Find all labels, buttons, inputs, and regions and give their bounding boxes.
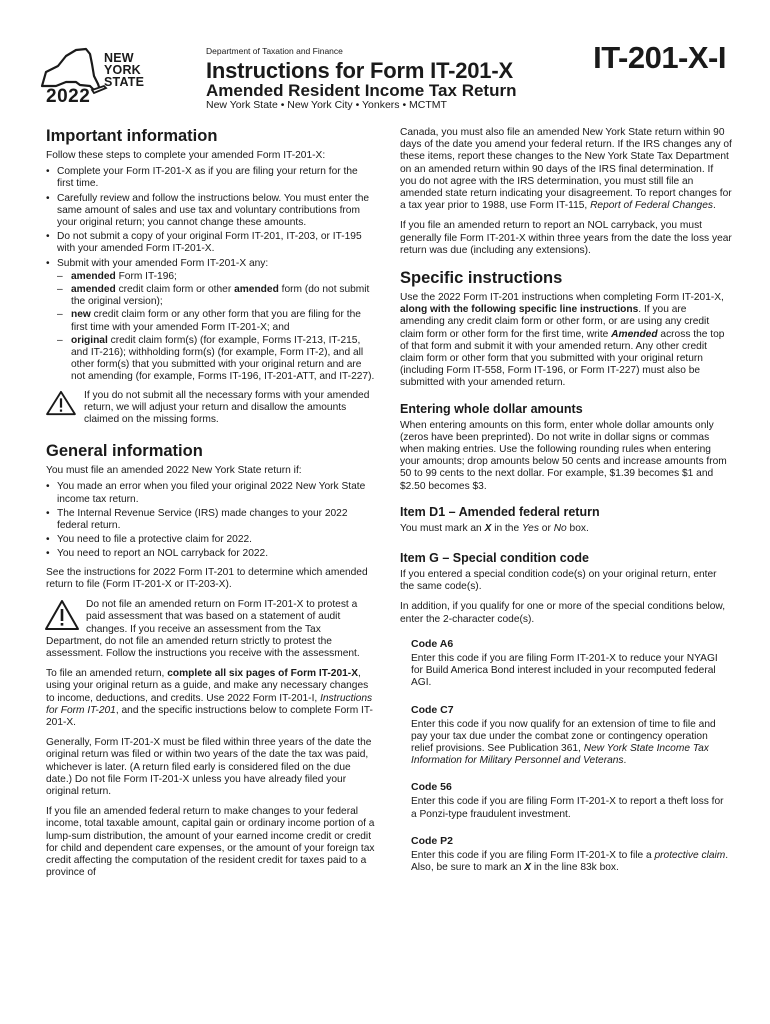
- item-d1-heading: Item D1 – Amended federal return: [400, 504, 600, 519]
- list-item: • You need to file a protective claim for 2022.: [46, 534, 376, 546]
- text-run: Enter this code if you are filing Form IT-201-X to file a: [411, 849, 655, 861]
- list-item-text: credit claim form or any other form that you are filing for the first time with your amended Form IT-201-X; and: [71, 309, 361, 333]
- emphasis: amended: [71, 284, 116, 296]
- code-description: Enter this code if you are filing Form IT-201-X to report a theft loss for a Ponzi-type fraudulent investment.: [411, 796, 724, 820]
- list-item: • Do not submit a copy of your original Form IT-201, IT-203, or IT-195 with your amended Form IT-201-X.: [46, 231, 376, 255]
- text-run: .: [623, 755, 627, 767]
- document-subtitle: Amended Resident Income Tax Return: [206, 81, 517, 100]
- emphasis: complete all six pages of Form IT-201-X: [167, 668, 358, 680]
- warning-triangle-icon: [44, 599, 80, 631]
- whole-dollar-heading: Entering whole dollar amounts: [400, 401, 583, 416]
- text-run: , using your original return as a guide, and make any necessary changes to income, deductions, and credits. Use 2022 Form IT-201-I,: [46, 668, 369, 704]
- paragraph: If you entered a special condition code(s) on your original return, enter the same code(s).: [400, 569, 717, 593]
- code-description: [411, 719, 732, 768]
- submit-forms-list: [57, 271, 376, 384]
- paragraph: When entering amounts on this form, enter whole dollar amounts only (zeros have been preprinted). Do not write in dollar signs or commas when making entries. Use the following rounding rules when entering your amounts; drop amounts below 50 cents and increase amounts from 50 to 99 cents to the next dollar. For example, $1.39 becomes $1 and $2.50 becomes $3.: [400, 419, 727, 492]
- general-intro: You must file an amended 2022 New York State return if:: [46, 465, 302, 477]
- text-run: , and the specific instructions below to complete Form IT-201-X.: [46, 704, 373, 728]
- left-column: [46, 127, 376, 887]
- paragraph: Generally, Form IT-201-X must be filed within three years of the date the original return was filed or within two years of the date the tax was paid, whichever is later. (A return filed early is considered filed on the due date.) Do not file Form IT-201-X unless you have already filed your original return.: [46, 737, 372, 797]
- paragraph: [400, 127, 732, 212]
- text-run: Enter this code if you now qualify for an extension of time to file and pay your tax due under the combat zone or contingency operation relief provisions. See Publication 361,: [411, 718, 716, 754]
- list-item: • The Internal Revenue Service (IRS) made changes to your 2022 federal return.: [46, 508, 376, 532]
- missing-forms-warning: [46, 390, 376, 427]
- paragraph: If you file an amended return to report an NOL carryback, you must generally file Form IT-201-X within three years from the date the loss year return was due (including any extensions).: [400, 220, 732, 256]
- list-item-text: form (do not submit the original version);: [71, 284, 370, 308]
- emphasis: new: [71, 309, 91, 321]
- emphasis: original: [71, 334, 108, 346]
- warning-triangle-icon: [44, 390, 78, 416]
- list-item: [46, 258, 376, 384]
- item-g-heading: Item G – Special condition code: [400, 551, 589, 566]
- list-item: • Complete your Form IT-201-X as if you are filing your return for the first time.: [46, 166, 376, 190]
- text-run: in the: [491, 522, 522, 534]
- department-name: Department of Taxation and Finance: [206, 46, 343, 56]
- publication-title: Instructions for Form IT-201: [46, 692, 373, 716]
- text-run: . Also, be sure to mark an: [411, 849, 729, 873]
- code-title: Code P2: [411, 834, 454, 847]
- important-information-heading: Important information: [46, 127, 218, 145]
- paragraph: If you file an amended federal return to make changes to your federal income, total taxable amount, capital gain or ordinary income portion of a lump-sum distribution, the amount of your earned income credit or credit for child and dependent care expenses, or the amount of your foreign tax credit affecting the computation of the resident credit for taxes paid to a province of: [46, 806, 375, 879]
- emphasis: Amended: [611, 328, 658, 340]
- jurisdictions-line: New York State • New York City • Yonkers • MCTMT: [206, 99, 447, 111]
- list-item-text: credit claim form(s) (for example, Forms IT-213, IT-215, and IT-216); withholding form(s) (for example, Form IT-2), and all other form(s) that you submitted with your original return and are not amending (for example, Forms IT-196, IT-201-ATT, and IT-227).: [71, 334, 375, 383]
- emphasis: X: [524, 861, 532, 873]
- paid-assessment-warning: [46, 599, 376, 660]
- important-steps-list: [46, 166, 376, 383]
- text-run: . If you are amending any credit claim form or other form, or are using any credit claim form or other form for the first time, write: [400, 304, 710, 340]
- publication-title: Report of Federal Changes: [590, 200, 713, 212]
- logo-state-line: STATE: [104, 75, 145, 89]
- code-title: Code C7: [411, 703, 454, 716]
- text-run: Canada, you must also file an amended New York State return within 90 days of the date you amend your federal return. If the IRS changes any of these items, report these changes to the New York State Tax Department on an amended return within 90 days of the IRS final determination. If you do not agree with the IRS determination, you must still file an amended state return indicating your disagreement. To report changes for a tax year prior to 1988, use Form IT-115,: [400, 127, 732, 212]
- code-title: Code 56: [411, 781, 452, 794]
- list-item: • You need to report an NOL carryback for 2022.: [46, 548, 376, 560]
- emphasis: amended: [234, 284, 279, 296]
- important-intro: Follow these steps to complete your amended Form IT-201-X:: [46, 150, 326, 161]
- right-column: [400, 127, 732, 888]
- document-title: Instructions for Form IT-201-X: [206, 58, 513, 83]
- paragraph: [400, 523, 732, 535]
- code-title: Code A6: [411, 637, 454, 650]
- paragraph: [46, 668, 376, 729]
- text-run: You must mark an: [400, 522, 485, 534]
- logo-year: 2022: [46, 86, 91, 107]
- emphasis: along with the following specific line instructions: [400, 304, 639, 316]
- text-run: Use the 2022 Form IT-201 instructions when completing Form IT-201-X,: [400, 292, 724, 304]
- code-a6-block: [400, 638, 732, 690]
- paragraph: [400, 292, 732, 390]
- nys-logo: [36, 46, 186, 110]
- amend-reasons-list: [46, 481, 376, 560]
- list-item-text: credit claim form or other: [115, 284, 235, 296]
- code-56-block: [400, 781, 732, 820]
- form-id: IT-201-X-I: [593, 40, 726, 75]
- general-information-heading: General information: [46, 442, 203, 461]
- emphasis: Yes: [521, 522, 539, 534]
- specific-instructions-heading: Specific instructions: [400, 269, 563, 288]
- logo-state-line: YORK: [104, 63, 141, 77]
- publication-title: New York State Income Tax Information for Military Personnel and Veterans: [411, 742, 709, 767]
- list-item: [57, 335, 376, 384]
- code-p2-block: [400, 835, 732, 874]
- logo-state-line: NEW: [104, 51, 134, 65]
- text-run: box.: [566, 522, 589, 534]
- paragraph: In addition, if you qualify for one or more of the special conditions below, enter the 2-character code(s).: [400, 601, 726, 625]
- code-c7-block: [400, 704, 732, 768]
- emphasis: amended: [71, 270, 116, 282]
- code-description: Enter this code if you are filing Form IT-201-X to reduce your NYAGI for Build America Bond interest included in your recomputed federal AGI.: [411, 652, 718, 689]
- warning-text: If you do not submit all the necessary forms with your amended return, we will adjust your return and disallow the amounts claimed on the missing forms.: [84, 389, 370, 426]
- paragraph: See the instructions for 2022 Form IT-201 to determine which amended return to file (Form IT-201-X or IT-203-X).: [46, 566, 368, 590]
- list-item-text: Form IT-196;: [115, 270, 177, 282]
- emphasis: No: [553, 522, 567, 534]
- list-item: [57, 271, 376, 283]
- list-item: [57, 284, 376, 308]
- emphasis: protective claim: [654, 849, 726, 861]
- text-run: or: [538, 522, 554, 534]
- text-run: .: [712, 200, 716, 212]
- list-item: [57, 309, 376, 333]
- text-run: across the top of that form and submit it with your amended return. Any other credit claim form or other form that you submitted with your original return (including Form IT-558, Form IT-196, or Form IT-227) must also be submitted with your amended return.: [400, 328, 725, 389]
- list-item-text: Submit with your amended Form IT-201-X any:: [57, 257, 269, 269]
- list-item: • You made an error when you filed your original 2022 New York State income tax return.: [46, 481, 376, 505]
- code-description: [411, 850, 732, 874]
- emphasis: X: [484, 522, 492, 534]
- text-run: To file an amended return,: [46, 668, 168, 680]
- warning-text: Do not file an amended return on Form IT-201-X to protest a paid assessment that was based on a statement of audit changes. If you receive an assessment from the Tax Department, do not file an amended return strictly to protest the assessment. Follow the instructions you receive with the assessment.: [46, 599, 360, 659]
- text-run: in the line 83k box.: [531, 861, 619, 873]
- list-item: • Carefully review and follow the instructions below. You must enter the same amount of sales and use tax and voluntary contributions from your original return; you cannot change these amounts.: [46, 193, 376, 230]
